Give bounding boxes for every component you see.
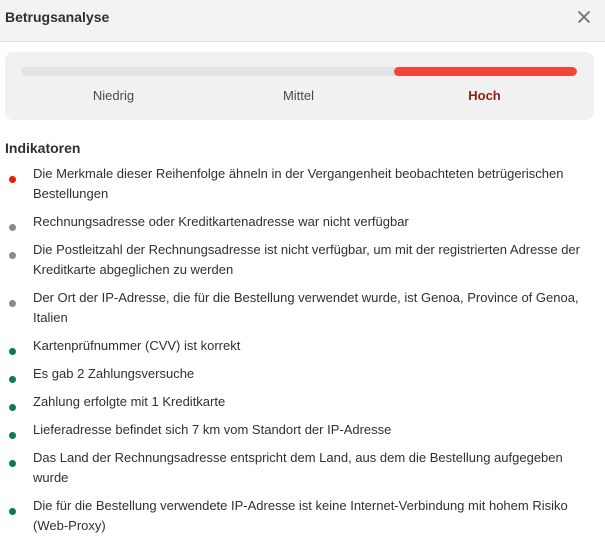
status-dot-positive-icon xyxy=(9,376,16,383)
risk-level-card xyxy=(5,52,594,120)
indicator-text: Das Land der Rechnungsadresse entspricht dem Land, aus dem die Bestellung aufgegeben wurde xyxy=(33,450,563,485)
indicator-text: Die Merkmale dieser Reihenfolge ähneln in der Vergangenheit beobachteten betrügerischen Bestellungen xyxy=(33,166,564,201)
indicator-item xyxy=(0,240,605,280)
indicator-item xyxy=(0,212,605,232)
indicator-text: Es gab 2 Zahlungsversuche xyxy=(33,366,195,381)
indicators-heading: Indikatoren xyxy=(5,140,81,156)
indicator-text: Zahlung erfolgte mit 1 Kreditkarte xyxy=(33,394,226,409)
indicator-text: Kartenprüfnummer (CVV) ist korrekt xyxy=(33,338,241,353)
status-dot-critical-icon xyxy=(9,176,16,183)
indicator-item xyxy=(0,392,605,412)
indicator-item xyxy=(0,164,605,204)
indicator-item xyxy=(0,364,605,384)
risk-level-bar xyxy=(21,67,577,76)
status-dot-positive-icon xyxy=(9,432,16,439)
status-dot-positive-icon xyxy=(9,348,16,355)
indicator-text: Der Ort der IP-Adresse, die für die Bestellung verwendet wurde, ist Genoa, Province of Genoa, Italien xyxy=(33,290,579,325)
indicator-item xyxy=(0,336,605,356)
status-dot-neutral-icon xyxy=(9,300,16,307)
risk-level-high: Hoch xyxy=(468,88,501,103)
indicator-text: Rechnungsadresse oder Kreditkartenadresse war nicht verfügbar xyxy=(33,214,409,229)
indicator-item xyxy=(0,448,605,488)
status-dot-neutral-icon xyxy=(9,224,16,231)
risk-level-medium: Mittel xyxy=(282,88,315,103)
close-icon[interactable] xyxy=(575,8,593,26)
indicator-item xyxy=(0,496,605,536)
indicator-text: Die für die Bestellung verwendete IP-Adresse ist keine Internet-Verbindung mit hohem Risiko (Web-Proxy) xyxy=(33,498,568,533)
status-dot-positive-icon xyxy=(9,460,16,467)
indicator-text: Die Postleitzahl der Rechnungsadresse ist nicht verfügbar, um mit der registrierten Adresse der Kreditkarte abgeglichen zu werden xyxy=(33,242,580,277)
dialog-header xyxy=(0,0,605,42)
risk-level-low: Niedrig xyxy=(92,88,135,103)
indicator-item xyxy=(0,288,605,328)
status-dot-positive-icon xyxy=(9,508,16,515)
status-dot-positive-icon xyxy=(9,404,16,411)
dialog-title: Betrugsanalyse xyxy=(5,9,110,25)
indicator-item xyxy=(0,420,605,440)
indicator-list xyxy=(0,164,605,544)
status-dot-neutral-icon xyxy=(9,252,16,259)
indicator-text: Lieferadresse befindet sich 7 km vom Standort der IP-Adresse xyxy=(33,422,392,437)
risk-level-fill xyxy=(394,67,577,76)
